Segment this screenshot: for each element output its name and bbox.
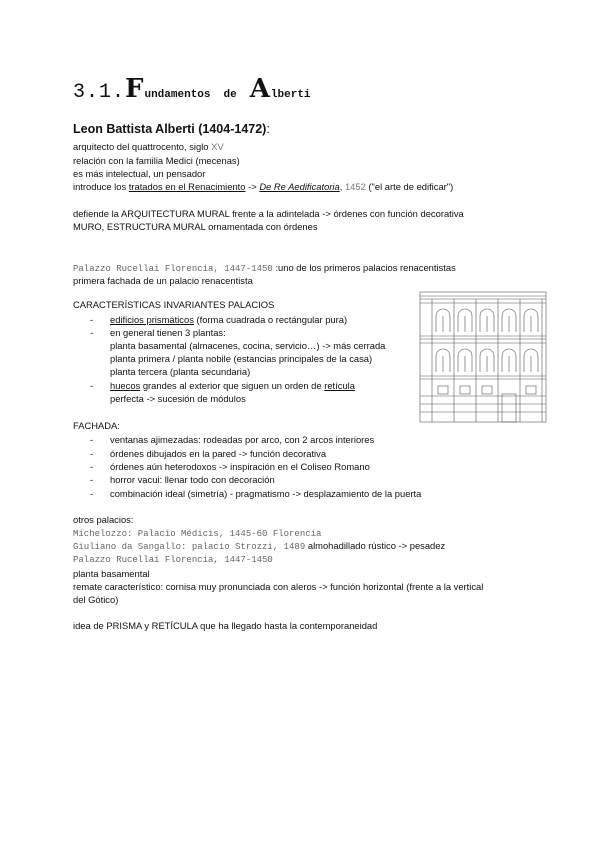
others-cornice-2: del Gótico) xyxy=(73,594,119,605)
invariant-item-1: edificios prismáticos (forma cuadrada o rectángular pura) xyxy=(110,314,348,325)
bullet-marker: - xyxy=(90,474,94,485)
facade-heading: FACHADA: xyxy=(73,420,120,431)
facade-item-3: órdenes aún heterodoxos -> inspiración en el Coliseo Romano xyxy=(110,461,370,472)
facade-item-4: horror vacui: llenar todo con decoración xyxy=(110,474,275,485)
bullet-marker: - xyxy=(90,488,94,499)
bullet-marker: - xyxy=(90,327,94,338)
bullet-marker: - xyxy=(90,314,94,325)
author-line-1: arquitecto del quattrocento, siglo XV xyxy=(73,141,224,152)
others-heading: otros palacios: xyxy=(73,514,134,525)
invariant-item-2-sub-2: planta primera / planta nobile (estancias principales de la casa) xyxy=(110,353,373,364)
bullet-marker: - xyxy=(90,380,94,391)
others-sangallo: Giuliano da Sangallo: palacio Strozzi, 1489 almohadillado rústico -> pesadez xyxy=(73,540,446,552)
rucellai-line-1: Palazzo Rucellai Florencia, 1447-1450 :uno de los primeros palacios renacentistas xyxy=(73,262,456,274)
facade-item-1: ventanas ajimezadas: rodeadas por arco, con 2 arcos interiores xyxy=(110,434,375,445)
others-cornice-1: remate característico: cornisa muy pronunciada con aleros -> función horizontal (frente a la vertical xyxy=(73,581,484,592)
author-line-4: introduce los tratados en el Renacimiento -> De Re Aedificatoria, 1452 ("el arte de edificar") xyxy=(73,181,454,192)
de-re-aedificatoria-link[interactable]: De Re Aedificatoria xyxy=(259,181,340,192)
defends-line-1: defiende la ARQUITECTURA MURAL frente a la adintelada -> órdenes con función decorativa xyxy=(73,208,464,219)
bullet-marker: - xyxy=(90,448,94,459)
title-initial-f: F xyxy=(125,74,145,104)
reticula-link[interactable]: retícula xyxy=(324,380,355,391)
palazzo-rucellai-facade-drawing xyxy=(418,290,548,424)
others-michelozzo: Michelozzo: Palacio Médicis, 1445-60 Florencia xyxy=(73,529,322,539)
author-heading: Leon Battista Alberti (1404-1472): xyxy=(73,122,270,136)
title-initial-a: A xyxy=(249,74,271,104)
bullet-marker: - xyxy=(90,461,94,472)
author-line-3: es más intelectual, un pensador xyxy=(73,168,206,179)
title-word-de: de xyxy=(223,89,237,101)
closing-line: idea de PRISMA y RETÍCULA que ha llegado hasta la contemporaneidad xyxy=(73,620,378,631)
others-rucellai: Palazzo Rucellai Florencia, 1447-1450 xyxy=(73,555,273,565)
invariant-item-2-sub-3: planta tercera (planta secundaria) xyxy=(110,366,251,377)
defends-line-2: MURO, ESTRUCTURA MURAL ornamentada con órdenes xyxy=(73,221,318,232)
bullet-marker: - xyxy=(90,434,94,445)
title-word-fundamentos: undamentos xyxy=(144,89,211,101)
author-line-2: relación con la familia Medici (mecenas) xyxy=(73,155,240,166)
title-word-alberti: lberti xyxy=(270,89,311,101)
tratados-link[interactable]: tratados en el Renacimiento xyxy=(128,181,246,192)
invariant-item-3-sub: perfecta -> sucesión de módulos xyxy=(110,393,246,404)
huecos-link[interactable]: huecos xyxy=(110,380,141,391)
invariants-heading: CARACTERÍSTICAS INVARIANTES PALACIOS xyxy=(73,299,275,310)
rucellai-line-2: primera fachada de un palacio renacentista xyxy=(73,275,253,286)
section-number: 3.1. xyxy=(73,81,126,104)
section-title xyxy=(73,74,311,104)
invariant-item-2: en general tienen 3 plantas: xyxy=(110,327,226,338)
invariant-item-2-sub-1: planta basamental (almacenes, cocina, servicio…) -> más cerrada xyxy=(110,340,386,351)
facade-item-5: combinación ideal (simetría) - pragmatismo -> desplazamiento de la puerta xyxy=(110,488,422,499)
facade-item-2: órdenes dibujados en la pared -> función decorativa xyxy=(110,448,327,459)
others-base: planta basamental xyxy=(73,568,150,579)
edificios-prismaticos-link[interactable]: edificios prismáticos xyxy=(110,314,194,325)
invariant-item-3: huecos grandes al exterior que siguen un orden de retícula xyxy=(110,380,355,391)
